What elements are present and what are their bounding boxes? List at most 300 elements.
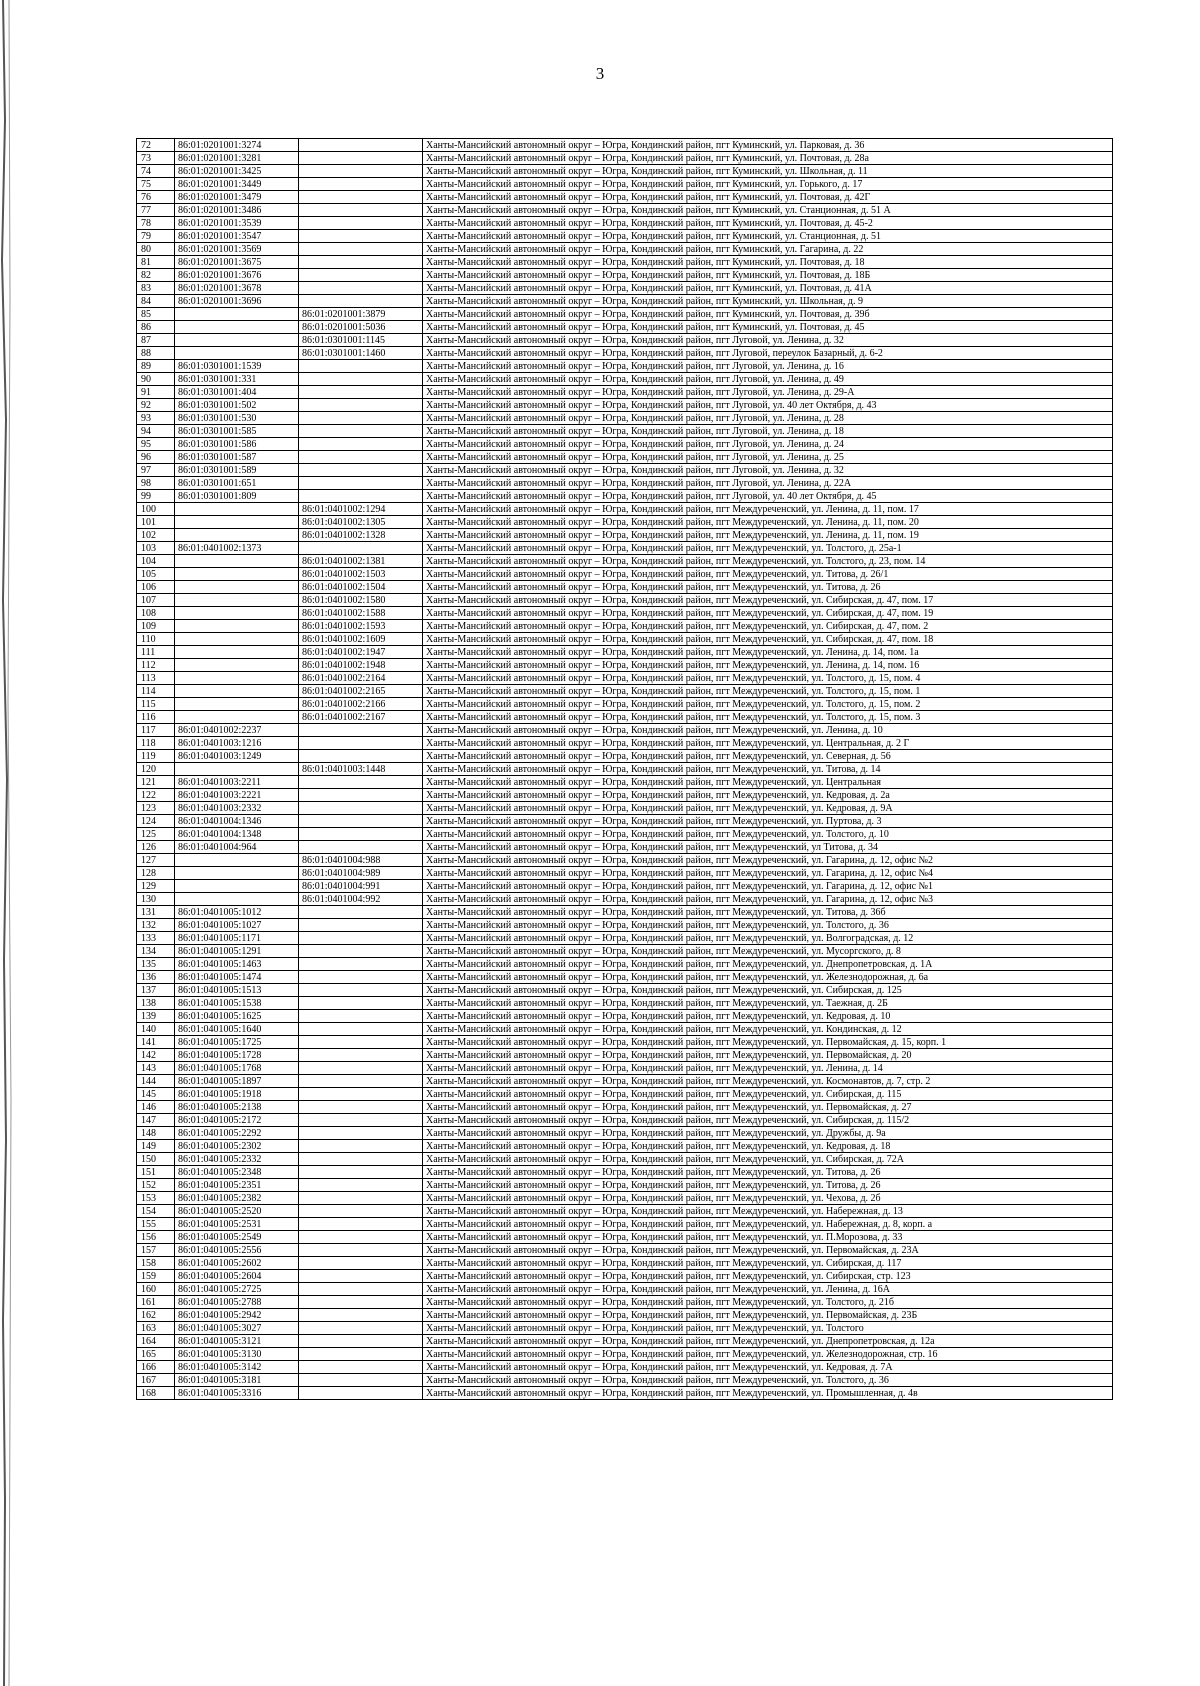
cadastral-number-cell: 86:01:0201001:3479 (175, 191, 299, 204)
table-row (137, 1387, 1113, 1400)
table-row (137, 841, 1113, 854)
table-row (137, 412, 1113, 425)
address-cell: Ханты-Мансийский автономный округ – Югра, Кондинский район, пгт Междуреченский, ул. Ленина, д. 14 (423, 1062, 1113, 1075)
table-row (137, 1010, 1113, 1023)
table-row (137, 1335, 1113, 1348)
table-row (137, 828, 1113, 841)
cadastral-number-cell (175, 516, 299, 529)
cadastral-number-cell: 86:01:0301001:585 (175, 425, 299, 438)
row-number-cell: 86 (137, 321, 175, 334)
row-number-cell: 109 (137, 620, 175, 633)
table-row (137, 1296, 1113, 1309)
table-row (137, 1075, 1113, 1088)
room-cadastral-number-cell: 86:01:0401002:2166 (299, 698, 423, 711)
cadastral-number-cell: 86:01:0301001:530 (175, 412, 299, 425)
table-row (137, 594, 1113, 607)
address-cell: Ханты-Мансийский автономный округ – Югра, Кондинский район, пгт Междуреченский, ул. Толстого, д. 10 (423, 828, 1113, 841)
table-row (137, 1192, 1113, 1205)
address-cell: Ханты-Мансийский автономный округ – Югра, Кондинский район, пгт Междуреченский, ул. Дружбы, д. 9а (423, 1127, 1113, 1140)
row-number-cell: 144 (137, 1075, 175, 1088)
address-cell: Ханты-Мансийский автономный округ – Югра, Кондинский район, пгт Междуреченский, ул. Первомайская, д. 23А (423, 1244, 1113, 1257)
row-number-cell: 143 (137, 1062, 175, 1075)
cadastral-number-cell (175, 711, 299, 724)
table-row (137, 308, 1113, 321)
row-number-cell: 110 (137, 633, 175, 646)
table-row (137, 1231, 1113, 1244)
address-cell: Ханты-Мансийский автономный округ – Югра, Кондинский район, пгт Междуреченский, ул. Центральная (423, 776, 1113, 789)
room-cadastral-number-cell (299, 1075, 423, 1088)
row-number-cell: 147 (137, 1114, 175, 1127)
cadastral-number-cell (175, 529, 299, 542)
table-row (137, 152, 1113, 165)
table-row (137, 724, 1113, 737)
address-cell: Ханты-Мансийский автономный округ – Югра, Кондинский район, пгт Междуреченский, ул. Ленина, д. 11, пом. 20 (423, 516, 1113, 529)
address-cell: Ханты-Мансийский автономный округ – Югра, Кондинский район, пгт Междуреченский, ул. Первомайская, д. 23Б (423, 1309, 1113, 1322)
room-cadastral-number-cell (299, 1049, 423, 1062)
address-cell: Ханты-Мансийский автономный округ – Югра, Кондинский район, пгт Междуреченский, ул. Толстого, д. 25а-1 (423, 542, 1113, 555)
row-number-cell: 82 (137, 269, 175, 282)
cadastral-number-cell (175, 555, 299, 568)
address-cell: Ханты-Мансийский автономный округ – Югра, Кондинский район, пгт Междуреченский, ул. Сибирская, д. 47, пом. 17 (423, 594, 1113, 607)
address-cell: Ханты-Мансийский автономный округ – Югра, Кондинский район, пгт Междуреченский, ул. Толстого, д. 23, пом. 14 (423, 555, 1113, 568)
table-row (137, 282, 1113, 295)
room-cadastral-number-cell (299, 1296, 423, 1309)
row-number-cell: 90 (137, 373, 175, 386)
table-row (137, 295, 1113, 308)
room-cadastral-number-cell (299, 828, 423, 841)
room-cadastral-number-cell (299, 256, 423, 269)
address-cell: Ханты-Мансийский автономный округ – Югра, Кондинский район, пгт Междуреченский, ул. Железнодорожная, д. 6а (423, 971, 1113, 984)
address-cell: Ханты-Мансийский автономный округ – Югра, Кондинский район, пгт Луговой, ул. Ленина, д. 18 (423, 425, 1113, 438)
table-row (137, 269, 1113, 282)
address-cell: Ханты-Мансийский автономный округ – Югра, Кондинский район, пгт Междуреченский, ул. Чехова, д. 2б (423, 1192, 1113, 1205)
address-cell: Ханты-Мансийский автономный округ – Югра, Кондинский район, пгт Междуреченский, ул. Первомайская, д. 27 (423, 1101, 1113, 1114)
address-cell: Ханты-Мансийский автономный округ – Югра, Кондинский район, пгт Междуреченский, ул. Ленина, д. 14, пом. 1а (423, 646, 1113, 659)
row-number-cell: 168 (137, 1387, 175, 1400)
table-row (137, 971, 1113, 984)
cadastral-number-cell: 86:01:0401005:1640 (175, 1023, 299, 1036)
room-cadastral-number-cell: 86:01:0401003:1448 (299, 763, 423, 776)
table-row (137, 659, 1113, 672)
room-cadastral-number-cell (299, 1127, 423, 1140)
row-number-cell: 118 (137, 737, 175, 750)
row-number-cell: 93 (137, 412, 175, 425)
address-cell: Ханты-Мансийский автономный округ – Югра, Кондинский район, пгт Междуреченский, ул. Северная, д. 56 (423, 750, 1113, 763)
cadastral-number-cell (175, 893, 299, 906)
table-row (137, 737, 1113, 750)
table-row (137, 1088, 1113, 1101)
table-row (137, 399, 1113, 412)
room-cadastral-number-cell (299, 282, 423, 295)
table-row (137, 1179, 1113, 1192)
cadastral-number-cell: 86:01:0401005:1725 (175, 1036, 299, 1049)
table-row (137, 243, 1113, 256)
address-cell: Ханты-Мансийский автономный округ – Югра, Кондинский район, пгт Междуреченский, ул. Сибирская, д. 125 (423, 984, 1113, 997)
row-number-cell: 113 (137, 672, 175, 685)
table-row (137, 1049, 1113, 1062)
room-cadastral-number-cell: 86:01:0401004:992 (299, 893, 423, 906)
address-cell: Ханты-Мансийский автономный округ – Югра, Кондинский район, пгт Междуреченский, ул. Титова, д. 36б (423, 906, 1113, 919)
address-cell: Ханты-Мансийский автономный округ – Югра, Кондинский район, пгт Куминский, ул. Почтовая, д. 18Б (423, 269, 1113, 282)
cadastral-number-cell: 86:01:0201001:3569 (175, 243, 299, 256)
row-number-cell: 74 (137, 165, 175, 178)
room-cadastral-number-cell (299, 230, 423, 243)
address-cell: Ханты-Мансийский автономный округ – Югра, Кондинский район, пгт Междуреченский, ул. Сибирская, д. 47, пом. 2 (423, 620, 1113, 633)
table-row (137, 165, 1113, 178)
room-cadastral-number-cell (299, 1335, 423, 1348)
address-cell: Ханты-Мансийский автономный округ – Югра, Кондинский район, пгт Междуреченский, ул. Титова, д. 26 (423, 1179, 1113, 1192)
cadastral-number-cell: 86:01:0401005:1474 (175, 971, 299, 984)
cadastral-number-cell: 86:01:0401004:1348 (175, 828, 299, 841)
cadastral-number-cell: 86:01:0401005:2942 (175, 1309, 299, 1322)
address-cell: Ханты-Мансийский автономный округ – Югра, Кондинский район, пгт Междуреченский, ул. Первомайская, д. 15, корп. 1 (423, 1036, 1113, 1049)
row-number-cell: 78 (137, 217, 175, 230)
row-number-cell: 101 (137, 516, 175, 529)
room-cadastral-number-cell (299, 1101, 423, 1114)
room-cadastral-number-cell (299, 386, 423, 399)
table-row (137, 451, 1113, 464)
room-cadastral-number-cell (299, 1257, 423, 1270)
row-number-cell: 77 (137, 204, 175, 217)
address-cell: Ханты-Мансийский автономный округ – Югра, Кондинский район, пгт Междуреченский, ул. Сибирская, д. 115/2 (423, 1114, 1113, 1127)
address-cell: Ханты-Мансийский автономный округ – Югра, Кондинский район, пгт Луговой, ул. Ленина, д. 16 (423, 360, 1113, 373)
address-cell: Ханты-Мансийский автономный округ – Югра, Кондинский район, пгт Междуреченский, ул. Пуртова, д. 3 (423, 815, 1113, 828)
table-row (137, 204, 1113, 217)
row-number-cell: 105 (137, 568, 175, 581)
cadastral-number-cell: 86:01:0401005:3130 (175, 1348, 299, 1361)
address-cell: Ханты-Мансийский автономный округ – Югра, Кондинский район, пгт Луговой, ул. Ленина, д. 22А (423, 477, 1113, 490)
cadastral-number-cell: 86:01:0301001:404 (175, 386, 299, 399)
room-cadastral-number-cell (299, 165, 423, 178)
row-number-cell: 125 (137, 828, 175, 841)
address-cell: Ханты-Мансийский автономный округ – Югра, Кондинский район, пгт Междуреченский, ул. Кондинская, д. 12 (423, 1023, 1113, 1036)
row-number-cell: 108 (137, 607, 175, 620)
cadastral-number-cell (175, 854, 299, 867)
cadastral-number-cell: 86:01:0401005:3316 (175, 1387, 299, 1400)
address-cell: Ханты-Мансийский автономный округ – Югра, Кондинский район, пгт Междуреченский, ул. Гагарина, д. 12, офис №1 (423, 880, 1113, 893)
room-cadastral-number-cell (299, 425, 423, 438)
cadastral-number-cell (175, 685, 299, 698)
room-cadastral-number-cell (299, 1062, 423, 1075)
table-row (137, 1062, 1113, 1075)
address-cell: Ханты-Мансийский автономный округ – Югра, Кондинский район, пгт Куминский, ул. Почтовая, д. 28а (423, 152, 1113, 165)
cadastral-number-cell: 86:01:0401005:1768 (175, 1062, 299, 1075)
room-cadastral-number-cell: 86:01:0401002:1580 (299, 594, 423, 607)
address-cell: Ханты-Мансийский автономный округ – Югра, Кондинский район, пгт Куминский, ул. Станционная, д. 51 А (423, 204, 1113, 217)
cadastral-number-cell: 86:01:0401004:1346 (175, 815, 299, 828)
address-cell: Ханты-Мансийский автономный округ – Югра, Кондинский район, пгт Куминский, ул. Почтовая, д. 39б (423, 308, 1113, 321)
room-cadastral-number-cell (299, 373, 423, 386)
cadastral-number-cell: 86:01:0401005:1897 (175, 1075, 299, 1088)
table-row (137, 1127, 1113, 1140)
room-cadastral-number-cell (299, 815, 423, 828)
room-cadastral-number-cell: 86:01:0401002:1328 (299, 529, 423, 542)
address-cell: Ханты-Мансийский автономный округ – Югра, Кондинский район, пгт Междуреченский, ул. Гагарина, д. 12, офис №3 (423, 893, 1113, 906)
table-row (137, 1140, 1113, 1153)
table-row (137, 464, 1113, 477)
cadastral-number-cell (175, 308, 299, 321)
room-cadastral-number-cell: 86:01:0301001:1145 (299, 334, 423, 347)
address-cell: Ханты-Мансийский автономный округ – Югра, Кондинский район, пгт Куминский, ул. Почтовая, д. 45 (423, 321, 1113, 334)
room-cadastral-number-cell: 86:01:0401002:1294 (299, 503, 423, 516)
address-cell: Ханты-Мансийский автономный округ – Югра, Кондинский район, пгт Луговой, ул. Ленина, д. 29-А (423, 386, 1113, 399)
room-cadastral-number-cell (299, 1231, 423, 1244)
cadastral-number-cell: 86:01:0401003:2332 (175, 802, 299, 815)
address-cell: Ханты-Мансийский автономный округ – Югра, Кондинский район, пгт Междуреченский, ул. Сибирская, д. 72А (423, 1153, 1113, 1166)
row-number-cell: 163 (137, 1322, 175, 1335)
row-number-cell: 124 (137, 815, 175, 828)
table-row (137, 802, 1113, 815)
cadastral-number-cell: 86:01:0401005:2531 (175, 1218, 299, 1231)
cadastral-number-cell: 86:01:0401005:1918 (175, 1088, 299, 1101)
address-cell: Ханты-Мансийский автономный округ – Югра, Кондинский район, пгт Луговой, ул. 40 лет Октября, д. 43 (423, 399, 1113, 412)
address-cell: Ханты-Мансийский автономный округ – Югра, Кондинский район, пгт Междуреченский, ул. Космонавтов, д. 7, стр. 2 (423, 1075, 1113, 1088)
row-number-cell: 123 (137, 802, 175, 815)
row-number-cell: 122 (137, 789, 175, 802)
address-cell: Ханты-Мансийский автономный округ – Югра, Кондинский район, пгт Междуреченский, ул. Мусоргского, д. 8 (423, 945, 1113, 958)
room-cadastral-number-cell: 86:01:0201001:5036 (299, 321, 423, 334)
address-cell: Ханты-Мансийский автономный округ – Югра, Кондинский район, пгт Куминский, ул. Почтовая, д. 18 (423, 256, 1113, 269)
cadastral-number-cell: 86:01:0201001:3678 (175, 282, 299, 295)
table-row (137, 854, 1113, 867)
address-cell: Ханты-Мансийский автономный округ – Югра, Кондинский район, пгт Луговой, ул. 40 лет Октября, д. 45 (423, 490, 1113, 503)
cadastral-number-cell (175, 503, 299, 516)
cadastral-number-cell: 86:01:0401005:2332 (175, 1153, 299, 1166)
table-row (137, 958, 1113, 971)
address-cell: Ханты-Мансийский автономный округ – Югра, Кондинский район, пгт Междуреченский, ул. Сибирская, д. 117 (423, 1257, 1113, 1270)
room-cadastral-number-cell (299, 542, 423, 555)
address-cell: Ханты-Мансийский автономный округ – Югра, Кондинский район, пгт Междуреченский, ул. Титова, д. 26/1 (423, 568, 1113, 581)
row-number-cell: 152 (137, 1179, 175, 1192)
row-number-cell: 136 (137, 971, 175, 984)
row-number-cell: 131 (137, 906, 175, 919)
room-cadastral-number-cell (299, 945, 423, 958)
room-cadastral-number-cell (299, 1244, 423, 1257)
cadastral-number-cell: 86:01:0401005:3121 (175, 1335, 299, 1348)
row-number-cell: 161 (137, 1296, 175, 1309)
cadastral-number-cell: 86:01:0401005:2138 (175, 1101, 299, 1114)
cadastral-number-cell: 86:01:0201001:3675 (175, 256, 299, 269)
property-registry-table (136, 138, 1113, 1400)
cadastral-number-cell: 86:01:0301001:587 (175, 451, 299, 464)
row-number-cell: 94 (137, 425, 175, 438)
table-row (137, 763, 1113, 776)
room-cadastral-number-cell: 86:01:0401002:2164 (299, 672, 423, 685)
table-row (137, 932, 1113, 945)
room-cadastral-number-cell (299, 919, 423, 932)
cadastral-number-cell (175, 867, 299, 880)
cadastral-number-cell: 86:01:0401004:964 (175, 841, 299, 854)
row-number-cell: 72 (137, 139, 175, 152)
table-row (137, 776, 1113, 789)
address-cell: Ханты-Мансийский автономный округ – Югра, Кондинский район, пгт Луговой, ул. Ленина, д. 28 (423, 412, 1113, 425)
room-cadastral-number-cell: 86:01:0401002:1947 (299, 646, 423, 659)
cadastral-number-cell: 86:01:0401005:1625 (175, 1010, 299, 1023)
address-cell: Ханты-Мансийский автономный округ – Югра, Кондинский район, пгт Куминский, ул. Станционная, д. 51 (423, 230, 1113, 243)
room-cadastral-number-cell (299, 906, 423, 919)
cadastral-number-cell: 86:01:0401005:2602 (175, 1257, 299, 1270)
table-row (137, 516, 1113, 529)
row-number-cell: 164 (137, 1335, 175, 1348)
room-cadastral-number-cell (299, 1270, 423, 1283)
table-row (137, 750, 1113, 763)
cadastral-number-cell (175, 321, 299, 334)
room-cadastral-number-cell: 86:01:0401002:2167 (299, 711, 423, 724)
table-row (137, 256, 1113, 269)
table-row (137, 477, 1113, 490)
row-number-cell: 83 (137, 282, 175, 295)
cadastral-number-cell: 86:01:0401005:1012 (175, 906, 299, 919)
row-number-cell: 112 (137, 659, 175, 672)
row-number-cell: 102 (137, 529, 175, 542)
table-row (137, 1153, 1113, 1166)
table-row (137, 1322, 1113, 1335)
table-row (137, 581, 1113, 594)
table-row (137, 1270, 1113, 1283)
row-number-cell: 80 (137, 243, 175, 256)
row-number-cell: 156 (137, 1231, 175, 1244)
address-cell: Ханты-Мансийский автономный округ – Югра, Кондинский район, пгт Куминский, ул. Гагарина, д. 22 (423, 243, 1113, 256)
address-cell: Ханты-Мансийский автономный округ – Югра, Кондинский район, пгт Междуреченский, ул. Титова, д. 14 (423, 763, 1113, 776)
cadastral-number-cell (175, 620, 299, 633)
row-number-cell: 76 (137, 191, 175, 204)
row-number-cell: 87 (137, 334, 175, 347)
row-number-cell: 106 (137, 581, 175, 594)
row-number-cell: 92 (137, 399, 175, 412)
cadastral-number-cell (175, 633, 299, 646)
cadastral-number-cell: 86:01:0201001:3281 (175, 152, 299, 165)
address-cell: Ханты-Мансийский автономный округ – Югра, Кондинский район, пгт Куминский, ул. Почтовая, д. 45-2 (423, 217, 1113, 230)
cadastral-number-cell: 86:01:0401005:2172 (175, 1114, 299, 1127)
table-row (137, 555, 1113, 568)
table-row (137, 373, 1113, 386)
address-cell: Ханты-Мансийский автономный округ – Югра, Кондинский район, пгт Куминский, ул. Почтовая, д. 41А (423, 282, 1113, 295)
room-cadastral-number-cell (299, 776, 423, 789)
table-row (137, 672, 1113, 685)
address-cell: Ханты-Мансийский автономный округ – Югра, Кондинский район, пгт Междуреченский, ул. Первомайская, д. 20 (423, 1049, 1113, 1062)
row-number-cell: 120 (137, 763, 175, 776)
row-number-cell: 99 (137, 490, 175, 503)
table-row (137, 945, 1113, 958)
room-cadastral-number-cell (299, 841, 423, 854)
address-cell: Ханты-Мансийский автономный округ – Югра, Кондинский район, пгт Междуреченский, ул. Ленина, д. 10 (423, 724, 1113, 737)
room-cadastral-number-cell: 86:01:0401002:1593 (299, 620, 423, 633)
table-row (137, 1036, 1113, 1049)
room-cadastral-number-cell (299, 1010, 423, 1023)
table-row (137, 620, 1113, 633)
room-cadastral-number-cell (299, 984, 423, 997)
cadastral-number-cell: 86:01:0401005:2549 (175, 1231, 299, 1244)
cadastral-number-cell (175, 763, 299, 776)
row-number-cell: 89 (137, 360, 175, 373)
table-row (137, 1205, 1113, 1218)
room-cadastral-number-cell (299, 477, 423, 490)
address-cell: Ханты-Мансийский автономный округ – Югра, Кондинский район, пгт Междуреченский, ул Титова, д. 34 (423, 841, 1113, 854)
row-number-cell: 133 (137, 932, 175, 945)
row-number-cell: 160 (137, 1283, 175, 1296)
row-number-cell: 155 (137, 1218, 175, 1231)
cadastral-number-cell: 86:01:0201001:3425 (175, 165, 299, 178)
cadastral-number-cell: 86:01:0401005:2348 (175, 1166, 299, 1179)
cadastral-number-cell: 86:01:0401005:2556 (175, 1244, 299, 1257)
room-cadastral-number-cell (299, 295, 423, 308)
address-cell: Ханты-Мансийский автономный округ – Югра, Кондинский район, пгт Междуреченский, ул. Сибирская, д. 115 (423, 1088, 1113, 1101)
room-cadastral-number-cell (299, 178, 423, 191)
address-cell: Ханты-Мансийский автономный округ – Югра, Кондинский район, пгт Междуреченский, ул. Сибирская, стр. 123 (423, 1270, 1113, 1283)
address-cell: Ханты-Мансийский автономный округ – Югра, Кондинский район, пгт Междуреченский, ул. Толстого, д. 15, пом. 2 (423, 698, 1113, 711)
room-cadastral-number-cell (299, 1192, 423, 1205)
table-row (137, 1283, 1113, 1296)
table-row (137, 321, 1113, 334)
row-number-cell: 166 (137, 1361, 175, 1374)
room-cadastral-number-cell (299, 1205, 423, 1218)
address-cell: Ханты-Мансийский автономный округ – Югра, Кондинский район, пгт Междуреченский, ул. Таежная, д. 2Б (423, 997, 1113, 1010)
row-number-cell: 158 (137, 1257, 175, 1270)
address-cell: Ханты-Мансийский автономный округ – Югра, Кондинский район, пгт Куминский, ул. Парковая, д. 36 (423, 139, 1113, 152)
row-number-cell: 96 (137, 451, 175, 464)
cadastral-number-cell: 86:01:0401003:2211 (175, 776, 299, 789)
cadastral-number-cell: 86:01:0401005:2520 (175, 1205, 299, 1218)
address-cell: Ханты-Мансийский автономный округ – Югра, Кондинский район, пгт Луговой, ул. Ленина, д. 24 (423, 438, 1113, 451)
room-cadastral-number-cell (299, 1322, 423, 1335)
address-cell: Ханты-Мансийский автономный округ – Югра, Кондинский район, пгт Междуреченский, ул. Ленина, д. 11, пом. 17 (423, 503, 1113, 516)
table-row (137, 542, 1113, 555)
cadastral-number-cell: 86:01:0401005:2604 (175, 1270, 299, 1283)
cadastral-number-cell: 86:01:0401005:1728 (175, 1049, 299, 1062)
cadastral-number-cell: 86:01:0301001:651 (175, 477, 299, 490)
address-cell: Ханты-Мансийский автономный округ – Югра, Кондинский район, пгт Междуреченский, ул. Кедровая, д. 9А (423, 802, 1113, 815)
table-row (137, 230, 1113, 243)
row-number-cell: 165 (137, 1348, 175, 1361)
room-cadastral-number-cell (299, 1179, 423, 1192)
registry-rows (137, 139, 1113, 1400)
room-cadastral-number-cell (299, 1361, 423, 1374)
row-number-cell: 126 (137, 841, 175, 854)
address-cell: Ханты-Мансийский автономный округ – Югра, Кондинский район, пгт Луговой, ул. Ленина, д. 25 (423, 451, 1113, 464)
table-row (137, 984, 1113, 997)
row-number-cell: 129 (137, 880, 175, 893)
cadastral-number-cell: 86:01:0201001:3696 (175, 295, 299, 308)
cadastral-number-cell: 86:01:0301001:1539 (175, 360, 299, 373)
table-row (137, 997, 1113, 1010)
cadastral-number-cell (175, 672, 299, 685)
address-cell: Ханты-Мансийский автономный округ – Югра, Кондинский район, пгт Междуреченский, ул. Кедровая, д. 2а (423, 789, 1113, 802)
row-number-cell: 157 (137, 1244, 175, 1257)
room-cadastral-number-cell: 86:01:0401002:1381 (299, 555, 423, 568)
table-row (137, 425, 1113, 438)
table-row (137, 646, 1113, 659)
cadastral-number-cell: 86:01:0301001:589 (175, 464, 299, 477)
table-row (137, 1114, 1113, 1127)
row-number-cell: 138 (137, 997, 175, 1010)
row-number-cell: 73 (137, 152, 175, 165)
address-cell: Ханты-Мансийский автономный округ – Югра, Кондинский район, пгт Междуреченский, ул. Кедровая, д. 10 (423, 1010, 1113, 1023)
cadastral-number-cell (175, 698, 299, 711)
room-cadastral-number-cell (299, 1374, 423, 1387)
address-cell: Ханты-Мансийский автономный округ – Югра, Кондинский район, пгт Междуреченский, ул. Волгоградская, д. 12 (423, 932, 1113, 945)
table-row (137, 880, 1113, 893)
table-row (137, 698, 1113, 711)
row-number-cell: 162 (137, 1309, 175, 1322)
cadastral-number-cell (175, 880, 299, 893)
cadastral-number-cell (175, 659, 299, 672)
room-cadastral-number-cell (299, 152, 423, 165)
room-cadastral-number-cell (299, 399, 423, 412)
cadastral-number-cell: 86:01:0201001:3486 (175, 204, 299, 217)
row-number-cell: 132 (137, 919, 175, 932)
address-cell: Ханты-Мансийский автономный округ – Югра, Кондинский район, пгт Междуреченский, ул. Набережная, д. 8, корп. а (423, 1218, 1113, 1231)
room-cadastral-number-cell (299, 451, 423, 464)
